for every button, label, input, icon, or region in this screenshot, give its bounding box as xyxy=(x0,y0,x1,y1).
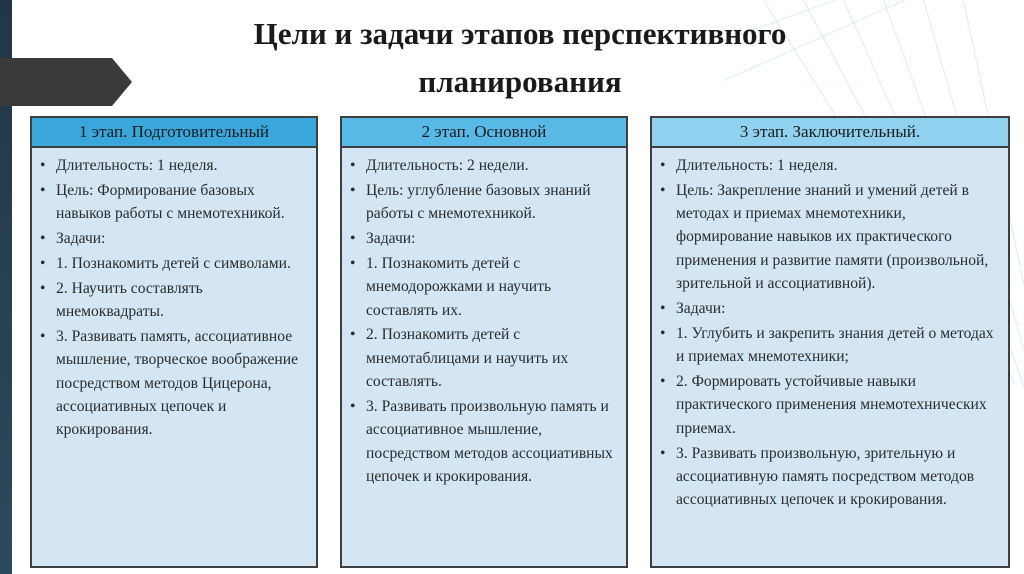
stage-3-header: 3 этап. Заключительный. xyxy=(652,118,1008,148)
stage-1-header: 1 этап. Подготовительный xyxy=(32,118,316,148)
list-item: • Задачи: xyxy=(350,227,618,250)
stage-2-header: 2 этап. Основной xyxy=(342,118,626,148)
list-item: • 3. Развивать память, ассоциативное мышление, творческое воображение посредством методов Цицерона, ассоциативных цепочек и крокирования. xyxy=(40,325,308,441)
list-item: • Длительность: 2 недели. xyxy=(350,154,618,177)
list-item: • 2. Формировать устойчивые навыки практического применения мнемотехнических приемах. xyxy=(660,370,1000,440)
title-line-2: планирования xyxy=(418,64,622,99)
list-item: • 1. Познакомить детей с мнемодорожками и научить составлять их. xyxy=(350,252,618,322)
list-item: • 1. Углубить и закрепить знания детей о методах и приемах мнемотехники; xyxy=(660,322,1000,369)
slide-title xyxy=(150,10,890,106)
list-item: • Цель: Закрепление знаний и умений детей в методах и приемах мнемотехники, формирование навыков их практического применения и развитие памяти (произвольной, зрительной и ассоциативной). xyxy=(660,179,1000,295)
stage-3-list xyxy=(652,148,1008,511)
list-item: • Длительность: 1 неделя. xyxy=(660,154,1000,177)
list-item: • Длительность: 1 неделя. xyxy=(40,154,308,177)
list-item: • 1. Познакомить детей с символами. xyxy=(40,252,308,275)
stage-2-column xyxy=(340,116,628,568)
list-item: • Задачи: xyxy=(660,297,1000,320)
stage-1-list xyxy=(32,148,316,442)
title-line-1: Цели и задачи этапов перспективного xyxy=(253,16,787,51)
list-item: • Задачи: xyxy=(40,227,308,250)
arrow-tab-decoration xyxy=(0,58,132,106)
list-item: • Цель: Формирование базовых навыков работы с мнемотехникой. xyxy=(40,179,308,226)
stage-3-column xyxy=(650,116,1010,568)
list-item: • 2. Научить составлять мнемоквадраты. xyxy=(40,277,308,324)
list-item: • 3. Развивать произвольную память и ассоциативное мышление, посредством методов ассоциативных цепочек и крокирования. xyxy=(350,395,618,488)
list-item: • 2. Познакомить детей с мнемотаблицами и научить их составлять. xyxy=(350,323,618,393)
stage-2-list xyxy=(342,148,626,488)
stage-1-column xyxy=(30,116,318,568)
list-item: • Цель: углубление базовых знаний работы с мнемотехникой. xyxy=(350,179,618,226)
list-item: • 3. Развивать произвольную, зрительную и ассоциативную память посредством методов ассоциативных цепочек и крокирования. xyxy=(660,442,1000,512)
